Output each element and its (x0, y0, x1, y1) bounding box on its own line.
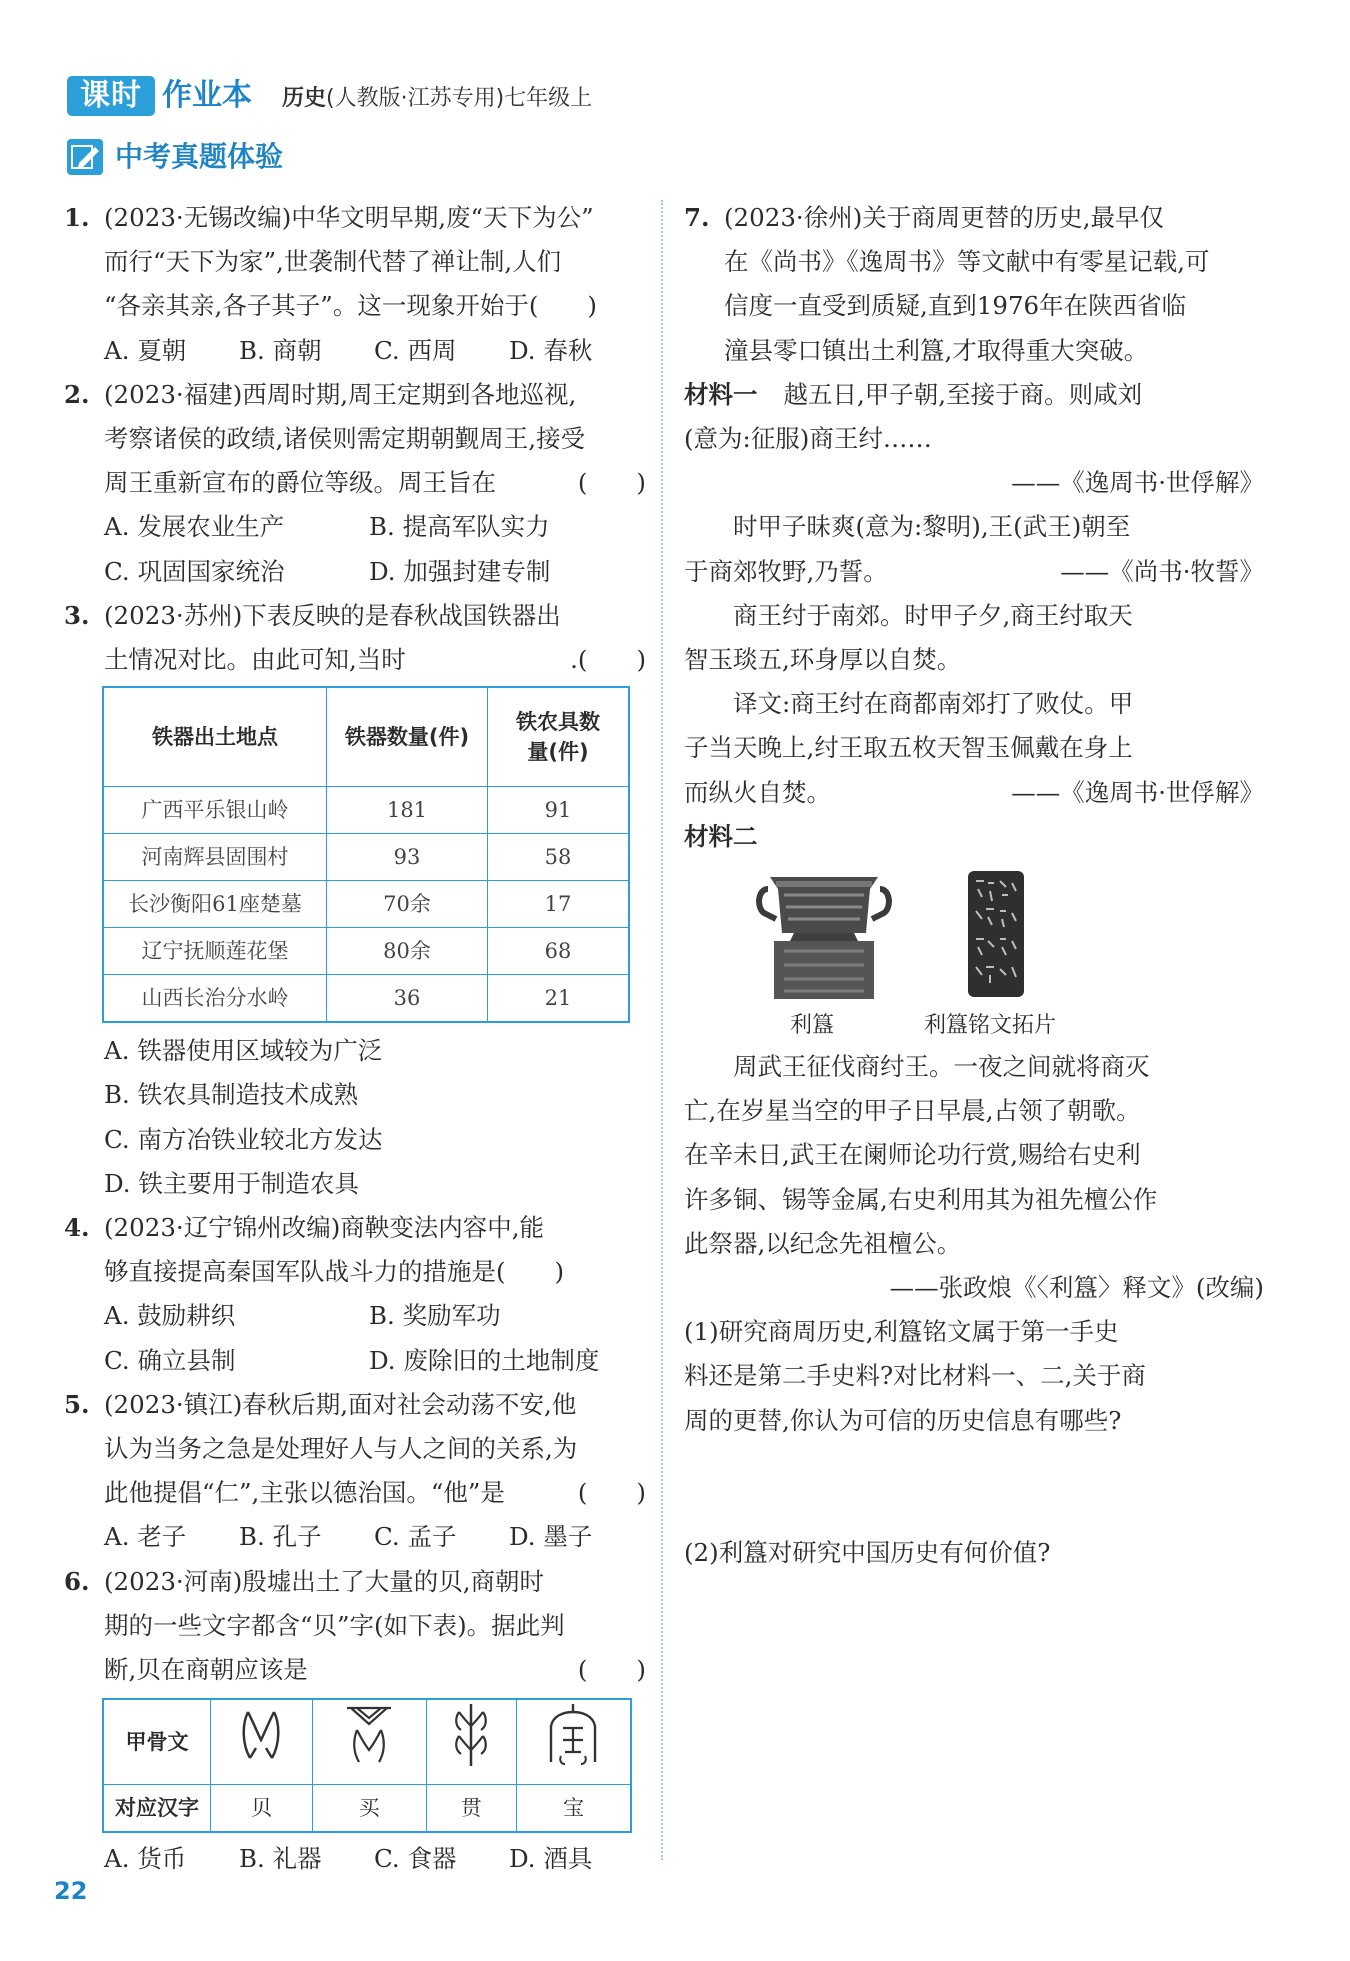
option: B. 奖励军功 (369, 1301, 501, 1331)
options (64, 505, 646, 549)
oracle-glyph-guan (426, 1699, 516, 1785)
option: D. 加强封建专制 (369, 556, 551, 586)
options (64, 550, 646, 594)
option: A. 货币 (104, 1844, 187, 1874)
sub-question-2: (2)利簋对研究中国历史有何价值? (684, 1537, 1051, 1567)
option: B. 商朝 (239, 335, 322, 365)
source-citation: ——《逸周书·世俘解》 (1011, 468, 1264, 498)
answer-paren: ( ) (577, 1655, 646, 1685)
brand-logo-box: 课时 (67, 76, 155, 116)
options (64, 1339, 646, 1383)
question-6 (64, 1560, 646, 1882)
table-header: 铁农具数量(件) (488, 687, 630, 787)
source-citation: ——《尚书·牧誓》 (1060, 556, 1264, 586)
question-text: 而行“天下为家”,世袭制代替了禅让制,人们 (104, 247, 562, 277)
answer-space[interactable] (684, 1443, 1264, 1531)
options (64, 329, 646, 373)
oracle-glyph-bao (516, 1699, 631, 1785)
row-label: 对应汉字 (103, 1785, 211, 1833)
table-row: 广西平乐银山岭 181 91 (103, 787, 629, 834)
brand-title: 作业本 (162, 78, 252, 113)
question-text: (2023·镇江)春秋后期,面对社会动荡不安,他 (104, 1389, 577, 1419)
question-text: (2023·辽宁锦州改编)商鞅变法内容中,能 (104, 1213, 545, 1243)
question-text: 断,贝在商朝应该是 (104, 1655, 308, 1685)
material-text: 在辛未日,武王在阑师论功行赏,赐给右史利 (684, 1140, 1141, 1170)
page-number: 22 (54, 1877, 88, 1905)
option: A. 老子 (104, 1522, 187, 1552)
question-text: (2023·福建)西周时期,周王定期到各地巡视, (104, 379, 577, 409)
question-number: 3. (64, 600, 90, 630)
question-text: (2023·苏州)下表反映的是春秋战国铁器出 (104, 600, 561, 630)
material-text: 子当天晚上,纣王取五枚天智玉佩戴在身上 (684, 733, 1133, 763)
figures (684, 859, 1264, 1045)
sub-question-text: (1)研究商周历史,利簋铭文属于第一手史 (684, 1317, 1119, 1347)
question-text: 潼县零口镇出土利簋,才取得重大突破。 (724, 335, 1149, 365)
option: C. 南方冶铁业较北方发达 (104, 1124, 383, 1154)
material-1-line (684, 373, 1264, 417)
option: A. 鼓励耕织 (104, 1301, 236, 1331)
option: A. 发展农业生产 (104, 512, 285, 542)
option: A. 铁器使用区域较为广泛 (104, 1036, 383, 1066)
material-text: 亡,在岁星当空的甲子日早晨,占领了朝歌。 (684, 1096, 1141, 1126)
answer-paren: .( ) (570, 645, 646, 675)
question-text: “各亲其亲,各子其子”。这一现象开始于( ) (104, 291, 597, 321)
material-text: 于商郊牧野,乃誓。 (684, 556, 888, 586)
material-text: 商王纣于南郊。时甲子夕,商王纣取天 (733, 600, 1133, 630)
question-1 (64, 196, 646, 373)
source-citation: ——《逸周书·世俘解》 (1011, 777, 1264, 807)
table-row: 山西长治分水岭 36 21 (103, 975, 629, 1023)
question-number: 6. (64, 1566, 90, 1596)
oracle-glyph-mai (312, 1699, 426, 1785)
question-3 (64, 594, 646, 1206)
inscription-rubbing-image (966, 869, 1026, 1013)
material-text: 而纵火自焚。 (684, 777, 831, 807)
table-cell: 宝 (516, 1785, 631, 1833)
pencil-icon (67, 139, 103, 175)
option: C. 巩固国家统治 (104, 556, 285, 586)
option: A. 夏朝 (104, 335, 187, 365)
figure-caption: 利簋 (790, 1013, 835, 1039)
option: D. 废除旧的土地制度 (369, 1345, 600, 1375)
option: D. 墨子 (509, 1522, 593, 1552)
material-2-label: 材料二 (684, 821, 758, 851)
question-number: 7. (684, 203, 710, 232)
oracle-bone-table (102, 1698, 632, 1833)
question-text: 土情况对比。由此可知,当时 (104, 645, 406, 675)
answer-paren: ( ) (577, 1478, 646, 1508)
table-header: 铁器数量(件) (327, 687, 488, 787)
question-number: 1. (64, 203, 90, 232)
question-text: 周王重新宣布的爵位等级。周王旨在 (104, 468, 496, 498)
table-cell: 贝 (211, 1785, 313, 1833)
sub-question-text: 料还是第二手史料?对比材料一、二,关于商 (684, 1361, 1146, 1391)
question-number: 5. (64, 1389, 90, 1419)
question-text: 考察诸侯的政绩,诸侯则需定期朝觐周王,接受 (104, 424, 586, 454)
question-text: (2023·无锡改编)中华文明早期,废“天下为公” (104, 203, 594, 232)
question-text: 认为当务之急是处理好人与人之间的关系,为 (104, 1434, 578, 1464)
options (64, 1837, 646, 1881)
li-gui-vessel-image (754, 863, 894, 1017)
options (64, 1294, 646, 1338)
figure-caption: 利簋铭文拓片 (924, 1013, 1057, 1039)
question-text: 够直接提高秦国军队战斗力的措施是( ) (104, 1257, 565, 1287)
subject-header (282, 84, 592, 114)
answer-paren: ( ) (577, 468, 646, 498)
material-text: 此祭器,以纪念先祖檀公。 (684, 1228, 962, 1258)
question-2 (64, 373, 646, 594)
material-text: 译文:商王纣在商都南郊打了败仗。甲 (733, 689, 1134, 719)
question-5 (64, 1383, 646, 1560)
column-divider (661, 200, 663, 1860)
question-text: (2023·徐州)关于商周更替的历史,最早仅 (724, 203, 1165, 232)
option: D. 铁主要用于制造农具 (104, 1168, 359, 1198)
material-text: 越五日,甲子朝,至接于商。则咸刘 (783, 379, 1143, 409)
material-text: 许多铜、锡等金属,右史利用其为祖先檀公作 (684, 1184, 1158, 1214)
option: D. 酒具 (509, 1844, 593, 1874)
iron-artifacts-table (102, 686, 630, 1023)
question-text: 信度一直受到质疑,直到1976年在陕西省临 (724, 291, 1187, 321)
question-number: 4. (64, 1213, 90, 1243)
subject-detail: (人教版·江苏专用)七年级上 (326, 86, 593, 111)
option: B. 提高军队实力 (369, 512, 550, 542)
option: B. 铁农具制造技术成熟 (104, 1080, 359, 1110)
option: B. 礼器 (239, 1844, 322, 1874)
section-title: 中考真题体验 (115, 140, 284, 173)
options (64, 1515, 646, 1559)
question-4 (64, 1206, 646, 1383)
table-header: 铁器出土地点 (103, 687, 327, 787)
question-7 (684, 196, 1264, 1675)
material-text: 时甲子昧爽(意为:黎明),王(武王)朝至 (733, 512, 1131, 542)
material-text: 周武王征伐商纣王。一夜之间就将商灭 (733, 1052, 1150, 1082)
table-cell: 买 (312, 1785, 426, 1833)
oracle-glyph-bei (211, 1699, 313, 1785)
question-number: 2. (64, 379, 90, 409)
material-1-label: 材料一 (684, 379, 758, 409)
question-text: (2023·河南)殷墟出土了大量的贝,商朝时 (104, 1566, 545, 1596)
right-column (684, 196, 1264, 1675)
source-citation: ——张政烺《〈利簋〉释文》(改编) (889, 1273, 1264, 1303)
option: D. 春秋 (509, 335, 593, 365)
left-column (64, 196, 646, 1882)
sub-question-text: 周的更替,你认为可信的历史信息有哪些? (684, 1405, 1122, 1435)
table-cell: 贯 (426, 1785, 516, 1833)
option: C. 西周 (374, 335, 457, 365)
sub-question-1 (684, 1310, 1264, 1443)
option: C. 孟子 (374, 1522, 457, 1552)
question-text: 在《尚书》《逸周书》等文献中有零星记载,可 (724, 247, 1210, 277)
material-text: 智玉琰五,环身厚以自焚。 (684, 645, 962, 675)
table-row: 辽宁抚顺莲花堡 80余 68 (103, 928, 629, 975)
material-text: (意为:征服)商王纣…… (684, 424, 932, 454)
option: C. 食器 (374, 1844, 457, 1874)
table-row: 河南辉县固围村 93 58 (103, 834, 629, 881)
table-row: 长沙衡阳61座楚墓 70余 17 (103, 881, 629, 928)
question-text: 期的一些文字都含“贝”字(如下表)。据此判 (104, 1610, 565, 1640)
answer-space[interactable] (684, 1575, 1264, 1675)
option: B. 孔子 (239, 1522, 322, 1552)
option: C. 确立县制 (104, 1345, 236, 1375)
subject-name: 历史 (282, 86, 327, 111)
question-text: 此他提倡“仁”,主张以德治国。“他”是 (104, 1478, 505, 1508)
row-label: 甲骨文 (103, 1699, 211, 1785)
